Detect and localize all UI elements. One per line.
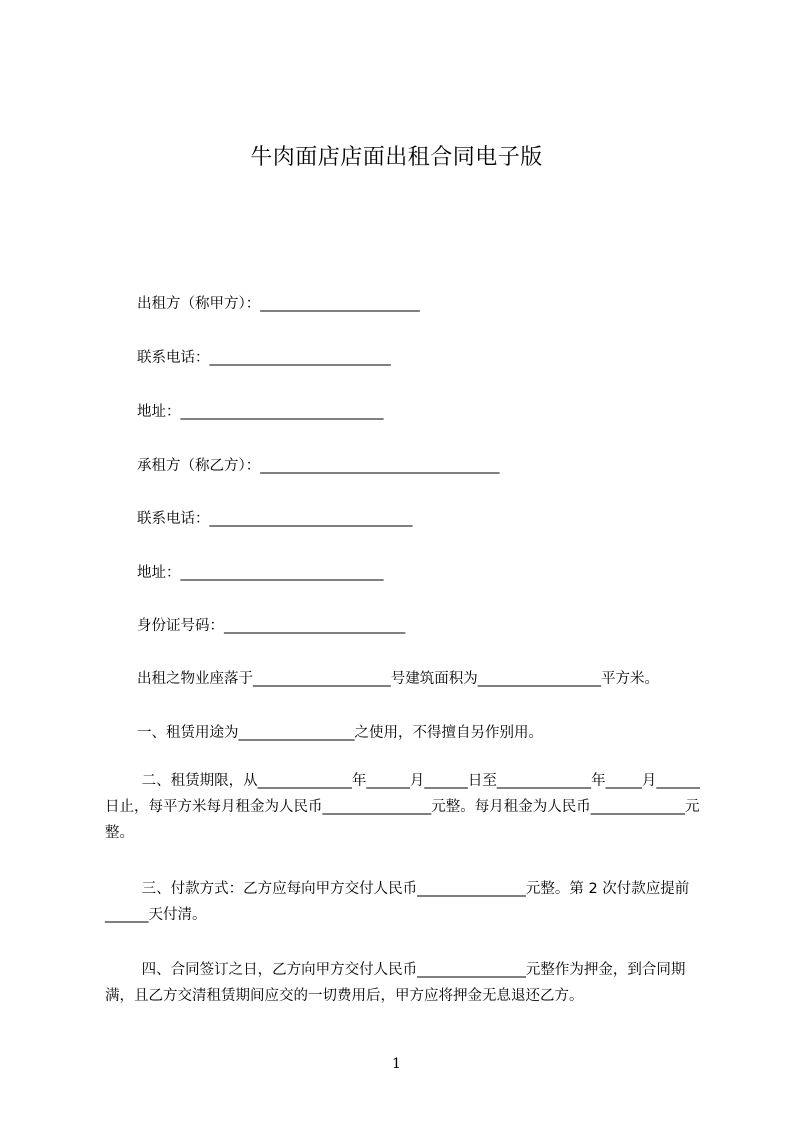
lessor-field: 出租方（称甲方）：______________________ [137, 296, 420, 312]
lessor-address-field: 地址：____________________________ [137, 404, 384, 420]
clause-2: 二、租赁期限，从_____________年______月______日至_____________年_____月______日止，每平方米每月租金为人民币_______________元整。每月租金为人民币_____________元整。 [105, 773, 700, 841]
clause-1: 一、租赁用途为________________之使用，不得擅自另作别用。 [137, 725, 543, 741]
lessee-address-field: 地址：____________________________ [137, 565, 384, 581]
property-location-field: 出租之物业座落于___________________号建筑面积为_________________平方米。 [137, 671, 659, 687]
lessee-field: 承租方（称乙方）：_________________________________ [137, 458, 500, 474]
id-number-field: 身份证号码：_________________________ [137, 618, 406, 634]
document-title: 牛肉面店店面出租合同电子版 [250, 145, 543, 170]
lessor-phone-field: 联系电话：_________________________ [137, 350, 391, 366]
clause-3: 三、付款方式：乙方应每向甲方交付人民币_______________元整。第 2 次付款应提前______天付清。 [105, 881, 690, 923]
page-number: 1 [392, 1056, 401, 1072]
lessee-phone-field: 联系电话：____________________________ [137, 511, 413, 527]
clause-4: 四、合同签订之日，乙方向甲方交付人民币_______________元整作为押金，到合同期满，且乙方交清租赁期间应交的一切费用后，甲方应将押金无息退还乙方。 [105, 962, 686, 1004]
